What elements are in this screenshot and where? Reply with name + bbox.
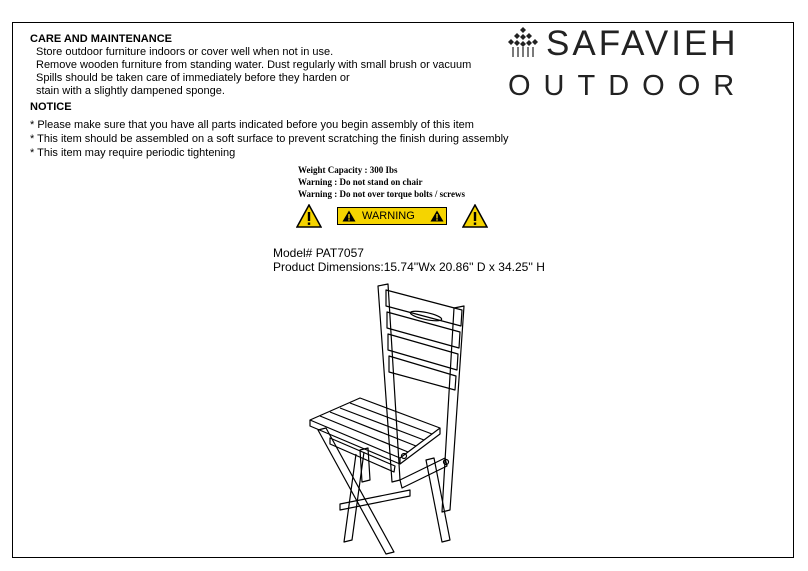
care-line-3: Spills should be taken care of immediately before they harden or bbox=[36, 72, 350, 84]
warning-banner-label: WARNING bbox=[362, 210, 415, 222]
product-model: Model# PAT7057 bbox=[273, 246, 364, 260]
warning-stand: Warning : Do not stand on chair bbox=[298, 177, 423, 187]
product-dimensions: Product Dimensions:15.74''Wx 20.86'' D x 34.25'' H bbox=[273, 260, 545, 274]
warning-small-icon bbox=[342, 210, 356, 222]
brand-sub: OUTDOOR bbox=[508, 70, 748, 102]
safavieh-logo-icon bbox=[505, 27, 541, 57]
notice-line-2: * This item should be assembled on a soft surface to prevent scratching the finish during assembly bbox=[30, 133, 509, 145]
weight-capacity: Weight Capacity : 300 Ibs bbox=[298, 165, 398, 175]
warning-banner bbox=[337, 207, 447, 225]
care-line-1: Store outdoor furniture indoors or cover well when not in use. bbox=[36, 46, 334, 58]
warning-triangle-icon bbox=[296, 204, 322, 228]
notice-line-3: * This item may require periodic tightening bbox=[30, 147, 236, 159]
care-heading: CARE AND MAINTENANCE bbox=[30, 33, 172, 45]
care-line-2: Remove wooden furniture from standing water. Dust regularly with small brush or vacuum bbox=[36, 59, 472, 71]
warning-triangle-icon bbox=[462, 204, 488, 228]
care-line-4: stain with a slightly dampened sponge. bbox=[36, 85, 225, 97]
chair-illustration bbox=[300, 280, 490, 555]
notice-heading: NOTICE bbox=[30, 101, 72, 113]
notice-line-1: * Please make sure that you have all parts indicated before you begin assembly of this item bbox=[30, 119, 474, 131]
brand-name: SAFAVIEH bbox=[546, 24, 739, 63]
warning-torque: Warning : Do not over torque bolts / screws bbox=[298, 189, 466, 199]
warning-small-icon bbox=[430, 210, 444, 222]
